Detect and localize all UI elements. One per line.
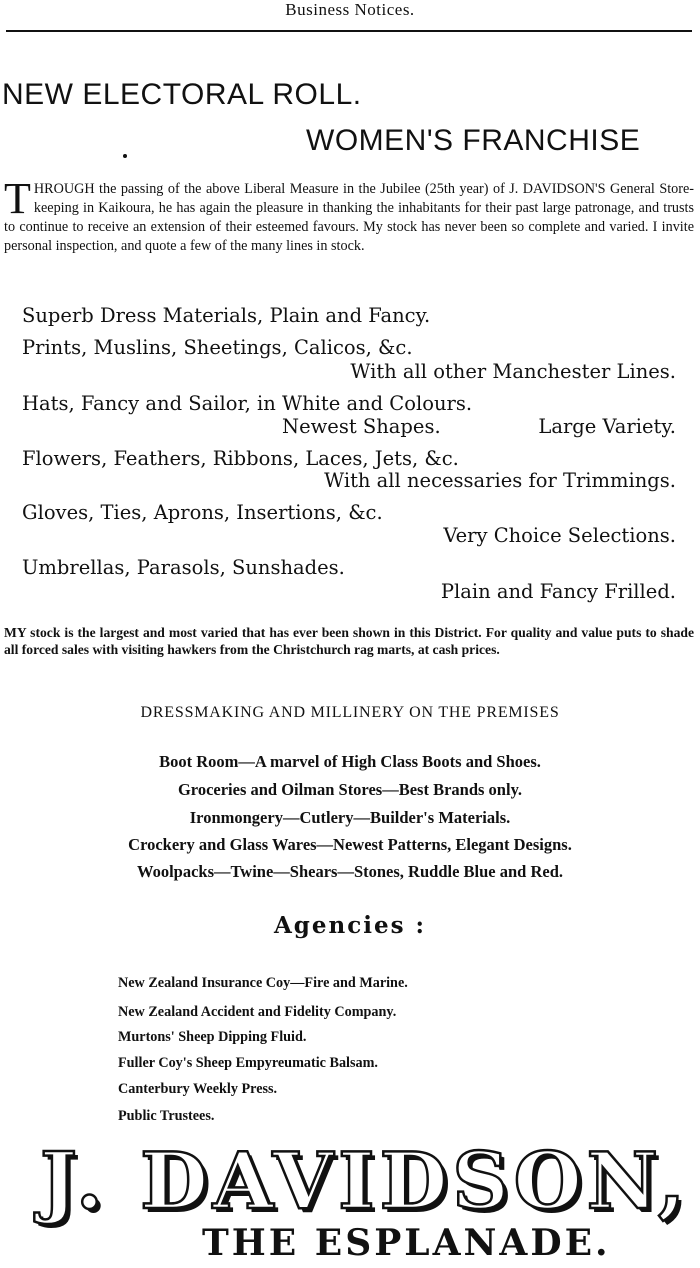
- agencies-heading: Agencies :: [273, 912, 427, 939]
- dressmaking-heading: DRESSMAKING AND MILLINERY ON THE PREMISES: [140, 704, 560, 721]
- goods-line-3: Hats, Fancy and Sailor, in White and Colours.: [22, 392, 473, 415]
- agency-item-2: New Zealand Accident and Fidelity Company.: [118, 1004, 397, 1020]
- department-line-3: Ironmongery—Cutlery—Builder's Materials.: [189, 808, 511, 827]
- goods-sub-4: With all necessaries for Trimmings.: [324, 469, 676, 492]
- agency-item-1: New Zealand Insurance Coy—Fire and Marine.: [118, 975, 408, 991]
- goods-line-5: Gloves, Ties, Aprons, Insertions, &c.: [22, 501, 383, 524]
- goods-sub-6: Plain and Fancy Frilled.: [440, 580, 676, 603]
- headline-womens-franchise: WOMEN'S FRANCHISE: [306, 124, 641, 157]
- goods-sub-left-3: Newest Shapes.: [282, 415, 441, 438]
- goods-sub-3: Large Variety.: [538, 415, 676, 438]
- department-line-5: Woolpacks—Twine—Shears—Stones, Ruddle Blue and Red.: [136, 862, 564, 881]
- intro-text: HROUGH the passing of the above Liberal Measure in the Jubilee (25th year) of J. DAVIDSON'S General Store-keeping in Kaikoura, he has again the pleasure in thanking the inhabitants for their past large patronage, and trusts to continue to receive an extension of their esteemed favours. My stock has never been so complete and varied. I invite personal inspection, and quote a few of the many lines in stock.: [4, 181, 694, 254]
- goods-line-6: Umbrellas, Parasols, Sunshades.: [22, 556, 345, 579]
- goods-line-2: Prints, Muslins, Sheetings, Calicos, &c.: [22, 336, 413, 359]
- agency-item-6: Public Trustees.: [118, 1108, 215, 1124]
- header-rule: [6, 30, 692, 32]
- goods-line-1: Superb Dress Materials, Plain and Fancy.: [22, 304, 431, 327]
- speck-mark: [123, 154, 127, 158]
- merchant-address: THE ESPLANADE.: [202, 1222, 611, 1264]
- goods-line-4: Flowers, Feathers, Ribbons, Laces, Jets, &c.: [22, 447, 459, 470]
- intro-paragraph: [4, 174, 694, 256]
- section-title: Business Notices.: [285, 0, 415, 19]
- agency-item-4: Fuller Coy's Sheep Empyreumatic Balsam.: [118, 1055, 378, 1071]
- merchant-name: J. DAVIDSON,: [40, 1136, 691, 1227]
- headline-electoral-roll: NEW ELECTORAL ROLL.: [2, 78, 362, 111]
- department-line-2: Groceries and Oilman Stores—Best Brands only.: [177, 780, 523, 799]
- agency-item-5: Canterbury Weekly Press.: [118, 1081, 278, 1097]
- agency-item-3: Murtons' Sheep Dipping Fluid.: [118, 1029, 307, 1045]
- goods-sub-5: Very Choice Selections.: [443, 524, 676, 547]
- department-line-1: Boot Room—A marvel of High Class Boots and Shoes.: [159, 752, 541, 771]
- drop-cap: T: [4, 174, 31, 223]
- department-line-4: Crockery and Glass Wares—Newest Patterns, Elegant Designs.: [128, 835, 572, 854]
- stock-paragraph: MY stock is the largest and most varied that has ever been shown in this District. For quality and value puts to shade all forced sales with visiting hawkers from the Christchurch rag marts, at cash prices.: [4, 625, 694, 657]
- goods-sub-2: With all other Manchester Lines.: [350, 360, 676, 383]
